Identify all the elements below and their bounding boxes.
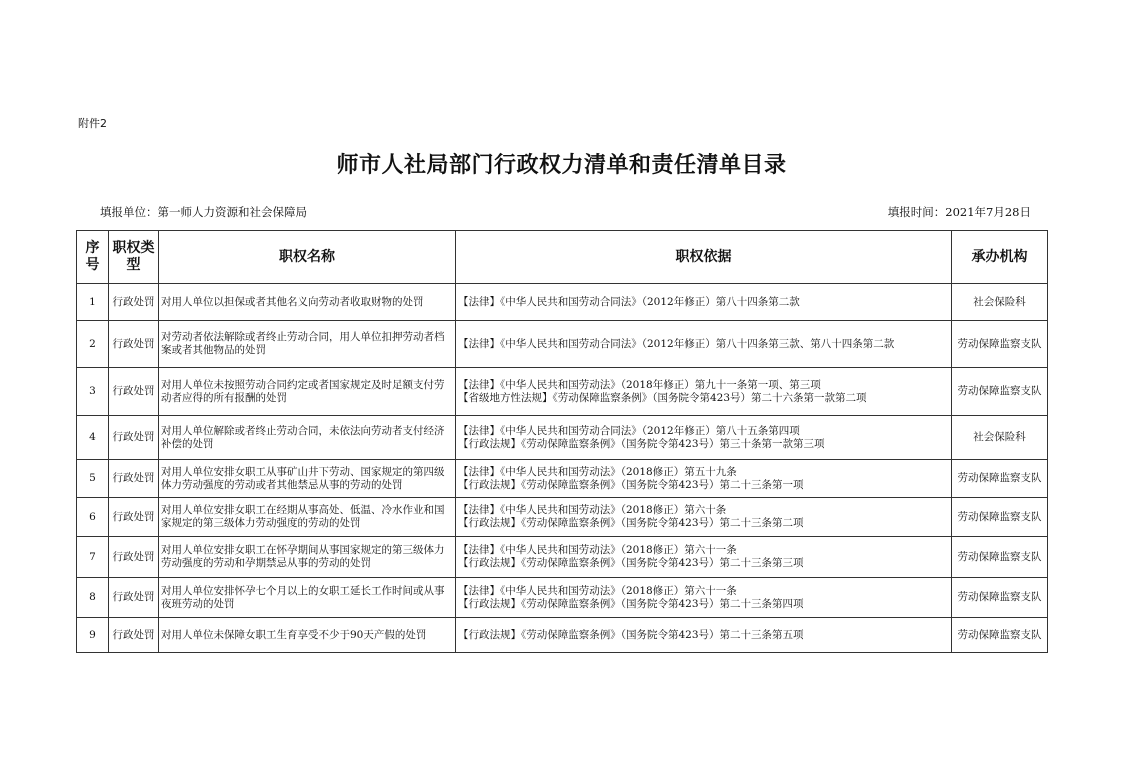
power-list-table bbox=[76, 230, 1048, 653]
row-name: 对用人单位安排怀孕七个月以上的女职工延长工作时间或从事夜班劳动的处罚 bbox=[159, 578, 456, 618]
table-header-row bbox=[77, 231, 1048, 284]
fill-time: 填报时间：2021年7月28日 bbox=[887, 205, 1031, 219]
row-seq: 2 bbox=[77, 321, 109, 368]
row-seq: 9 bbox=[77, 618, 109, 653]
header-name: 职权名称 bbox=[159, 231, 456, 284]
row-type: 行政处罚 bbox=[109, 284, 159, 321]
row-org: 社会保险科 bbox=[952, 416, 1048, 460]
basis-line: 【法律】《中华人民共和国劳动法》（2018修正）第六十一条 bbox=[458, 544, 737, 556]
basis-line: 【法律】《中华人民共和国劳动合同法》（2012年修正）第八十五条第四项 bbox=[458, 424, 800, 437]
row-name: 对用人单位安排女职工从事矿山井下劳动、国家规定的第四级体力劳动强度的劳动或者其他禁忌从事的劳动的处罚 bbox=[159, 460, 456, 498]
row-org: 社会保险科 bbox=[952, 284, 1048, 321]
table-row bbox=[77, 284, 1048, 321]
row-type: 行政处罚 bbox=[109, 416, 159, 460]
basis-line: 【行政法规】《劳动保障监察条例》（国务院令第423号）第二十三条第五项 bbox=[458, 628, 804, 641]
basis-line: 【省级地方性法规】《劳动保障监察条例》（国务院令第423号）第二十六条第一款第二项 bbox=[458, 391, 867, 404]
table-body bbox=[77, 284, 1048, 653]
row-basis bbox=[456, 578, 952, 618]
basis-line: 【法律】《中华人民共和国劳动法》（2018修正）第五十九条 bbox=[458, 465, 737, 478]
table-row bbox=[77, 498, 1048, 537]
row-org: 劳动保障监察支队 bbox=[952, 578, 1048, 618]
row-basis bbox=[456, 537, 952, 578]
row-type: 行政处罚 bbox=[109, 578, 159, 618]
row-name: 对用人单位安排女职工在怀孕期间从事国家规定的第三级体力劳动强度的劳动和孕期禁忌从事的劳动的处罚 bbox=[159, 537, 456, 578]
fill-unit: 填报单位：第一师人力资源和社会保障局 bbox=[100, 205, 307, 219]
row-org: 劳动保障监察支队 bbox=[952, 321, 1048, 368]
row-seq: 5 bbox=[77, 460, 109, 498]
basis-line: 【行政法规】《劳动保障监察条例》（国务院令第423号）第二十三条第二项 bbox=[458, 517, 804, 529]
row-type: 行政处罚 bbox=[109, 321, 159, 368]
row-name: 对用人单位安排女职工在经期从事高处、低温、冷水作业和国家规定的第三级体力劳动强度的劳动的处罚 bbox=[159, 498, 456, 537]
row-name: 对劳动者依法解除或者终止劳动合同，用人单位扣押劳动者档案或者其他物品的处罚 bbox=[159, 321, 456, 368]
basis-line: 【法律】《中华人民共和国劳动合同法》（2012年修正）第八十四条第二款 bbox=[458, 295, 800, 308]
table-row bbox=[77, 416, 1048, 460]
basis-line: 【法律】《中华人民共和国劳动法》（2018修正）第六十条 bbox=[458, 504, 727, 516]
page-title: 师市人社局部门行政权力清单和责任清单目录 bbox=[336, 152, 787, 178]
table-row bbox=[77, 618, 1048, 653]
row-type: 行政处罚 bbox=[109, 618, 159, 653]
row-type: 行政处罚 bbox=[109, 368, 159, 416]
row-name: 对用人单位未按照劳动合同约定或者国家规定及时足额支付劳动者应得的所有报酬的处罚 bbox=[159, 368, 456, 416]
basis-line: 【行政法规】《劳动保障监察条例》（国务院令第423号）第二十三条第一项 bbox=[458, 478, 804, 491]
row-seq: 6 bbox=[77, 498, 109, 537]
row-seq: 1 bbox=[77, 284, 109, 321]
row-name: 对用人单位未保障女职工生育享受不少于90天产假的处罚 bbox=[159, 618, 456, 653]
row-name: 对用人单位解除或者终止劳动合同，未依法向劳动者支付经济补偿的处罚 bbox=[159, 416, 456, 460]
table-row bbox=[77, 368, 1048, 416]
row-basis bbox=[456, 416, 952, 460]
header-type: 职权类型 bbox=[109, 231, 159, 284]
header-org: 承办机构 bbox=[952, 231, 1048, 284]
table-row bbox=[77, 578, 1048, 618]
basis-line: 【法律】《中华人民共和国劳动法》（2018年修正）第九十一条第一项、第三项 bbox=[458, 378, 821, 391]
row-org: 劳动保障监察支队 bbox=[952, 460, 1048, 498]
table-row bbox=[77, 460, 1048, 498]
row-seq: 4 bbox=[77, 416, 109, 460]
basis-line: 【行政法规】《劳动保障监察条例》（国务院令第423号）第二十三条第三项 bbox=[458, 557, 804, 569]
row-seq: 7 bbox=[77, 537, 109, 578]
basis-line: 【行政法规】《劳动保障监察条例》（国务院令第423号）第三十条第一款第三项 bbox=[458, 437, 825, 450]
header-basis: 职权依据 bbox=[456, 231, 952, 284]
row-org: 劳动保障监察支队 bbox=[952, 368, 1048, 416]
row-org: 劳动保障监察支队 bbox=[952, 498, 1048, 537]
table-row bbox=[77, 537, 1048, 578]
attachment-label: 附件2 bbox=[78, 117, 107, 130]
row-seq: 8 bbox=[77, 578, 109, 618]
row-basis bbox=[456, 460, 952, 498]
row-name: 对用人单位以担保或者其他名义向劳动者收取财物的处罚 bbox=[159, 284, 456, 321]
row-basis bbox=[456, 368, 952, 416]
row-type: 行政处罚 bbox=[109, 537, 159, 578]
row-basis bbox=[456, 284, 952, 321]
row-org: 劳动保障监察支队 bbox=[952, 618, 1048, 653]
row-basis bbox=[456, 321, 952, 368]
row-type: 行政处罚 bbox=[109, 460, 159, 498]
basis-line: 【法律】《中华人民共和国劳动法》（2018修正）第六十一条 bbox=[458, 584, 737, 597]
row-basis bbox=[456, 618, 952, 653]
header-seq: 序号 bbox=[77, 231, 109, 284]
basis-line: 【法律】《中华人民共和国劳动合同法》（2012年修正）第八十四条第三款、第八十四条第二款 bbox=[458, 337, 895, 350]
table-row bbox=[77, 321, 1048, 368]
basis-line: 【行政法规】《劳动保障监察条例》（国务院令第423号）第二十三条第四项 bbox=[458, 597, 804, 610]
row-org: 劳动保障监察支队 bbox=[952, 537, 1048, 578]
row-seq: 3 bbox=[77, 368, 109, 416]
row-type: 行政处罚 bbox=[109, 498, 159, 537]
row-basis bbox=[456, 498, 952, 537]
